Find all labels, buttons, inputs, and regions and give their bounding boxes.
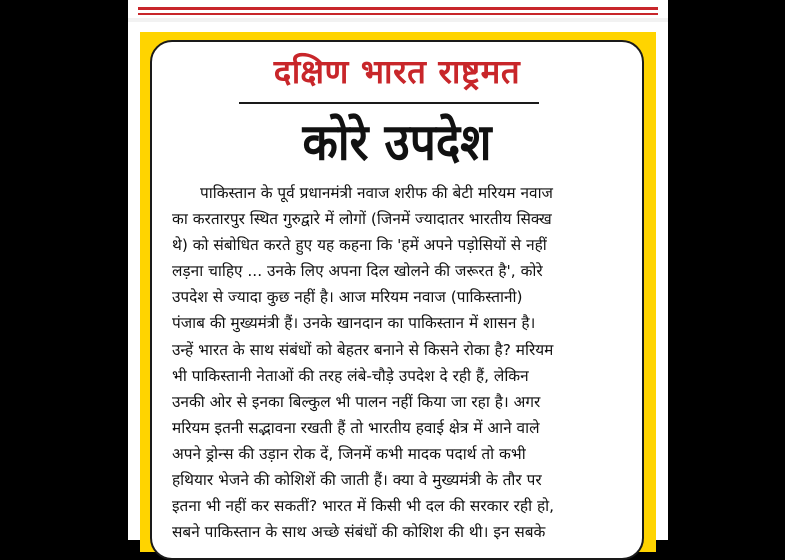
- body-line: अपने ड्रोन्स की उड़ान रोक दें, जिनमें कभी मादक पदार्थ तो कभी: [172, 444, 526, 463]
- editorial-frame: [140, 32, 656, 552]
- editorial-headline: कोरे उपदेश: [302, 112, 492, 172]
- body-line: सबने पाकिस्तान के साथ अच्छे संबंधों की कोशिश की थी। इन सबके: [172, 523, 546, 542]
- body-line: उनकी ओर से इनका बिल्कुल भी पालन नहीं किया जा रहा है। अगर: [172, 392, 541, 411]
- top-strip: [128, 18, 668, 22]
- editorial-card: [150, 40, 644, 560]
- body-line: मरियम इतनी सद्भावना रखती हैं तो भारतीय हवाई क्षेत्र में आने वाले: [172, 418, 540, 437]
- newspaper-page: [128, 0, 668, 540]
- body-line: पंजाब की मुख्यमंत्री हैं। उनके खानदान का पाकिस्तान में शासन है।: [172, 314, 536, 333]
- body-line: उन्हें भारत के साथ संबंधों को बेहतर बनाने से किसने रोका है? मरियम: [172, 340, 554, 359]
- body-line: लड़ना चाहिए ... उनके लिए अपना दिल खोलने की जरूरत है', कोरे: [172, 262, 543, 281]
- body-line: पाकिस्तान के पूर्व प्रधानमंत्री नवाज शरीफ की बेटी मरियम नवाज: [200, 184, 553, 202]
- newspaper-masthead: दक्षिण भारत राष्ट्रमत: [273, 52, 521, 91]
- masthead-underline: [239, 102, 539, 104]
- top-rule-thin: [138, 13, 658, 15]
- editorial-body: [172, 180, 622, 545]
- body-line: हथियार भेजने की कोशिशें की जाती हैं। क्या वे मुख्यमंत्री के तौर पर: [172, 471, 542, 490]
- body-line: का करतारपुर स्थित गुरुद्वारे में लोगों (जिनमें ज्यादातर भारतीय सिक्ख: [172, 210, 552, 229]
- body-line: उपदेश से ज्यादा कुछ नहीं है। आज मरियम नवाज (पाकिस्तानी): [172, 288, 523, 307]
- body-line: इतना भी नहीं कर सकतीं? भारत में किसी भी दल की सरकार रही हो,: [172, 497, 555, 516]
- body-line: थे) को संबोधित करते हुए यह कहना कि 'हमें अपने पड़ोसियों से नहीं: [172, 236, 547, 255]
- top-rule: [138, 7, 658, 10]
- body-line: भी पाकिस्तानी नेताओं की तरह लंबे-चौड़े उपदेश दे रही हैं, लेकिन: [172, 366, 529, 385]
